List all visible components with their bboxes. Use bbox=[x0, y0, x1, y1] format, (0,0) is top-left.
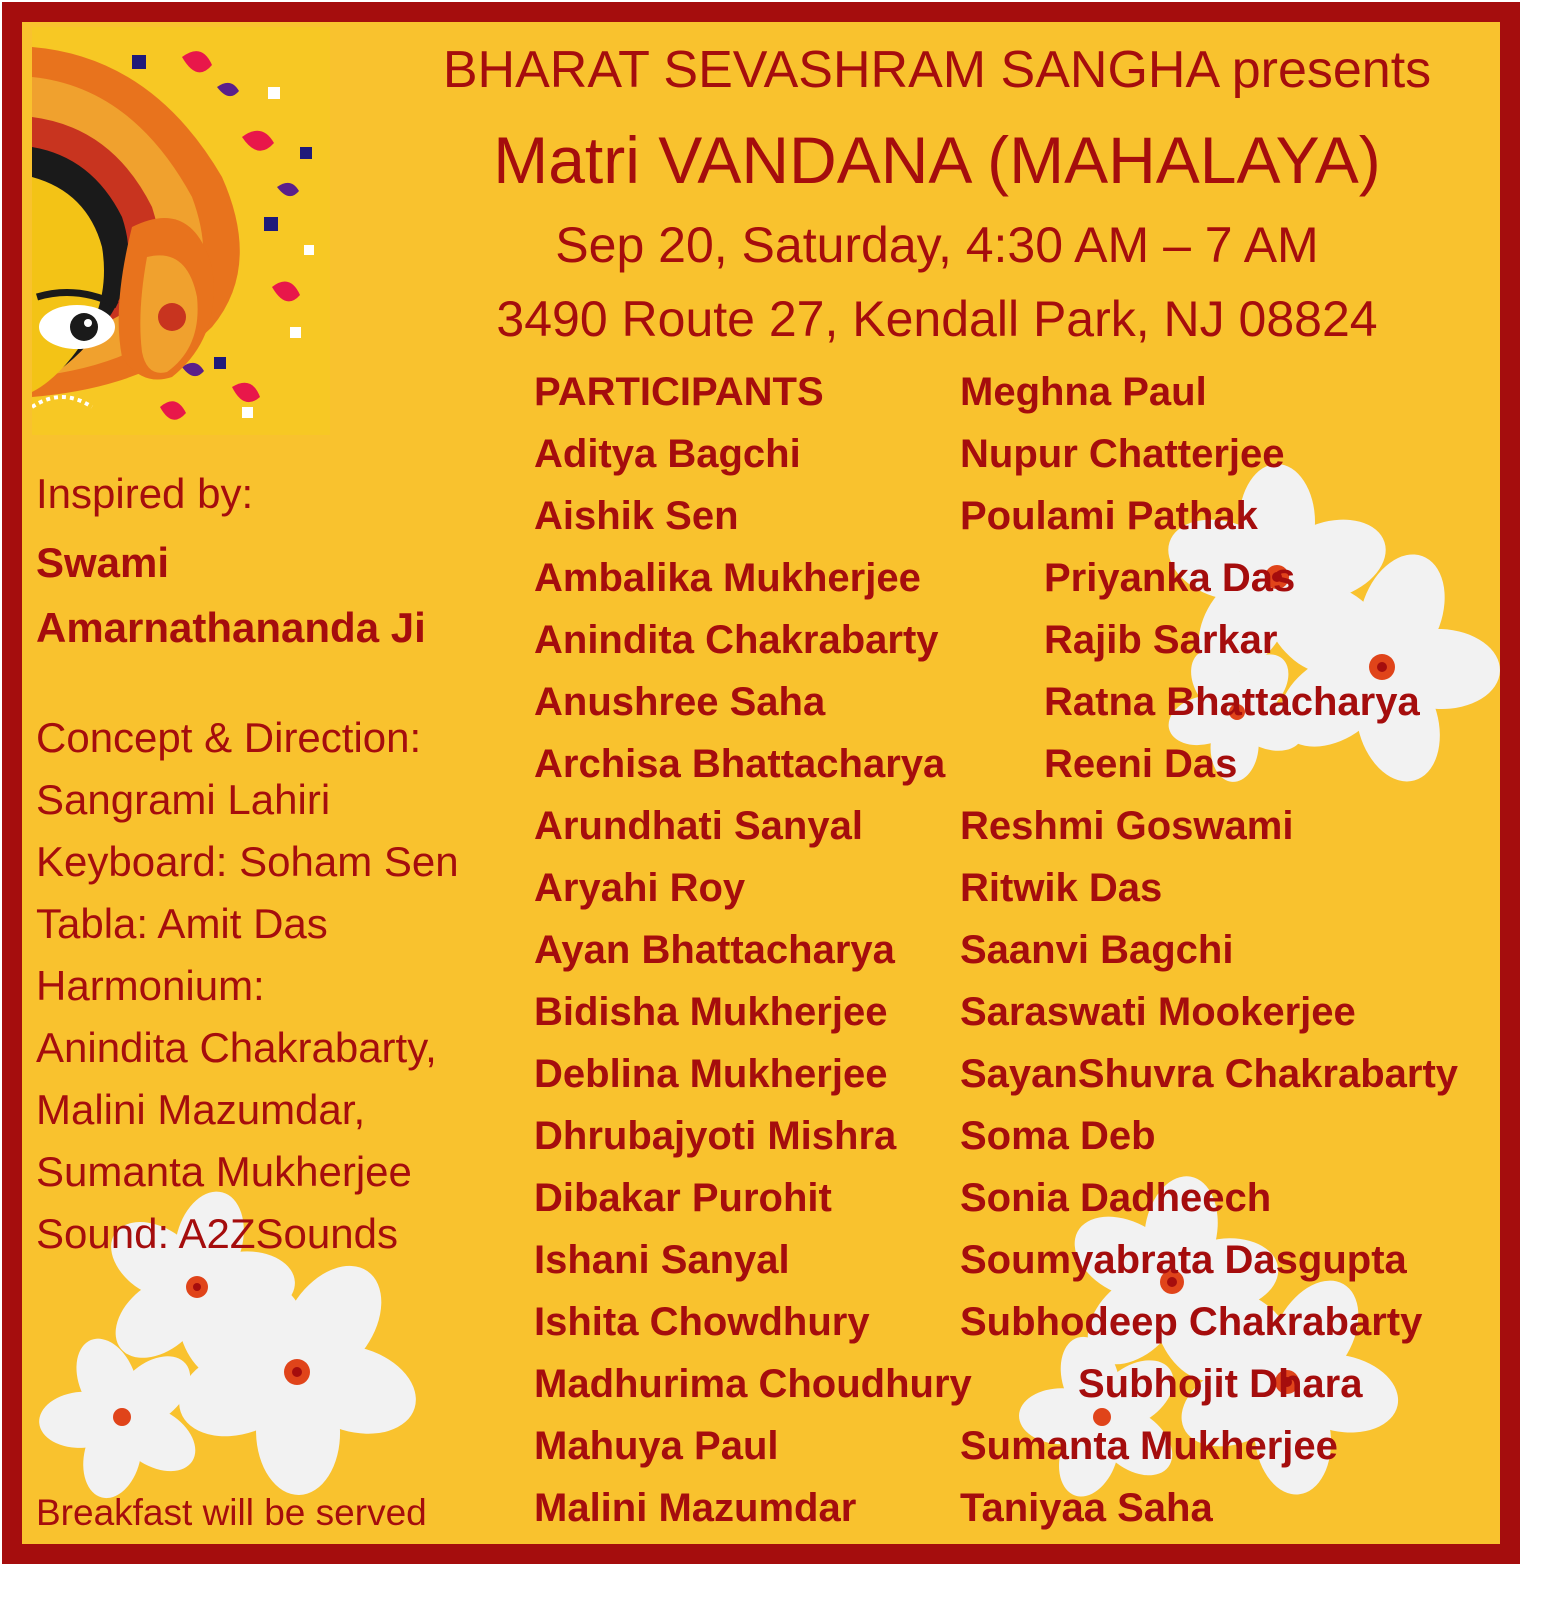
participant-name: Ayan Bhattacharya bbox=[534, 928, 895, 972]
participant-name: Aryahi Roy bbox=[534, 866, 746, 910]
participant-name: Reeni Das bbox=[1044, 742, 1238, 786]
inspired-name-line-1: Swami bbox=[36, 539, 170, 586]
participant-name: Dhrubajyoti Mishra bbox=[534, 1114, 897, 1158]
participant-name: Dibakar Purohit bbox=[534, 1176, 832, 1220]
participant-name: Aishik Sen bbox=[534, 494, 739, 538]
participant-name: Ishita Chowdhury bbox=[534, 1300, 870, 1344]
participant-name: Reshmi Goswami bbox=[960, 804, 1294, 848]
event-address: 3490 Route 27, Kendall Park, NJ 08824 bbox=[496, 291, 1378, 347]
participant-name: Soumyabrata Dasgupta bbox=[960, 1238, 1407, 1282]
participant-name: Saraswati Mookerjee bbox=[960, 990, 1356, 1034]
harmonium-name-3: Sumanta Mukherjee bbox=[36, 1148, 412, 1195]
participant-name: Sumanta Mukherjee bbox=[960, 1424, 1338, 1468]
participants-heading: PARTICIPANTS bbox=[534, 370, 824, 414]
flower-decoration-icon bbox=[172, 1247, 422, 1497]
breakfast-note: Breakfast will be served bbox=[36, 1492, 427, 1533]
concept-name: Sangrami Lahiri bbox=[36, 776, 331, 823]
participant-name: Nupur Chatterjee bbox=[960, 432, 1285, 476]
participant-name: Saanvi Bagchi bbox=[960, 928, 1234, 972]
participant-name: Mahuya Paul bbox=[534, 1424, 779, 1468]
durga-face-illustration bbox=[32, 27, 330, 435]
keyboard-credit: Keyboard: Soham Sen bbox=[36, 838, 459, 885]
inspired-label: Inspired by: bbox=[36, 470, 254, 517]
flower-decoration-icon bbox=[1017, 1332, 1187, 1502]
participant-name: Subhojit Dhara bbox=[1078, 1362, 1363, 1406]
concept-label: Concept & Direction: bbox=[36, 714, 422, 761]
participant-name: Poulami Pathak bbox=[960, 494, 1258, 538]
participant-name: Priyanka Das bbox=[1044, 556, 1296, 600]
event-title: Matri VANDANA (MAHALAYA) bbox=[493, 123, 1381, 197]
participant-name: Sonia Dadheech bbox=[960, 1176, 1272, 1220]
participant-name: Bidisha Mukherjee bbox=[534, 990, 888, 1034]
inspired-name-line-2: Amarnathananda Ji bbox=[36, 604, 426, 651]
flower-decoration-icon bbox=[37, 1332, 207, 1502]
participant-name: Deblina Mukherjee bbox=[534, 1052, 888, 1096]
harmonium-label: Harmonium: bbox=[36, 962, 265, 1009]
harmonium-name-1: Anindita Chakrabarty, bbox=[36, 1024, 437, 1071]
harmonium-name-2: Malini Mazumdar, bbox=[36, 1086, 366, 1133]
participant-name: Rajib Sarkar bbox=[1044, 618, 1278, 662]
participant-name: Taniyaa Saha bbox=[960, 1486, 1213, 1530]
participant-name: Meghna Paul bbox=[960, 370, 1207, 414]
participant-name: Ambalika Mukherjee bbox=[534, 556, 921, 600]
participant-name: Malini Mazumdar bbox=[534, 1486, 857, 1530]
participant-name: Arundhati Sanyal bbox=[534, 804, 863, 848]
participant-name: Madhurima Choudhury bbox=[534, 1362, 972, 1406]
participant-name: Ishani Sanyal bbox=[534, 1238, 790, 1282]
participant-name: Aditya Bagchi bbox=[534, 432, 801, 476]
participant-name: SayanShuvra Chakrabarty bbox=[960, 1052, 1459, 1096]
participant-name: Anindita Chakrabarty bbox=[534, 618, 939, 662]
tabla-credit: Tabla: Amit Das bbox=[36, 900, 328, 947]
participant-name: Ratna Bhattacharya bbox=[1044, 680, 1420, 724]
participant-name: Soma Deb bbox=[960, 1114, 1156, 1158]
participant-name: Archisa Bhattacharya bbox=[534, 742, 946, 786]
participant-name: Ritwik Das bbox=[960, 866, 1163, 910]
sound-credit: Sound: A2ZSounds bbox=[36, 1210, 398, 1257]
participant-name: Anushree Saha bbox=[534, 680, 826, 724]
participant-name: Subhodeep Chakrabarty bbox=[960, 1300, 1423, 1344]
presenter-line: BHARAT SEVASHRAM SANGHA presents bbox=[442, 41, 1432, 99]
event-datetime: Sep 20, Saturday, 4:30 AM – 7 AM bbox=[555, 217, 1319, 273]
poster bbox=[22, 22, 1500, 1544]
poster-frame bbox=[2, 2, 1520, 1564]
